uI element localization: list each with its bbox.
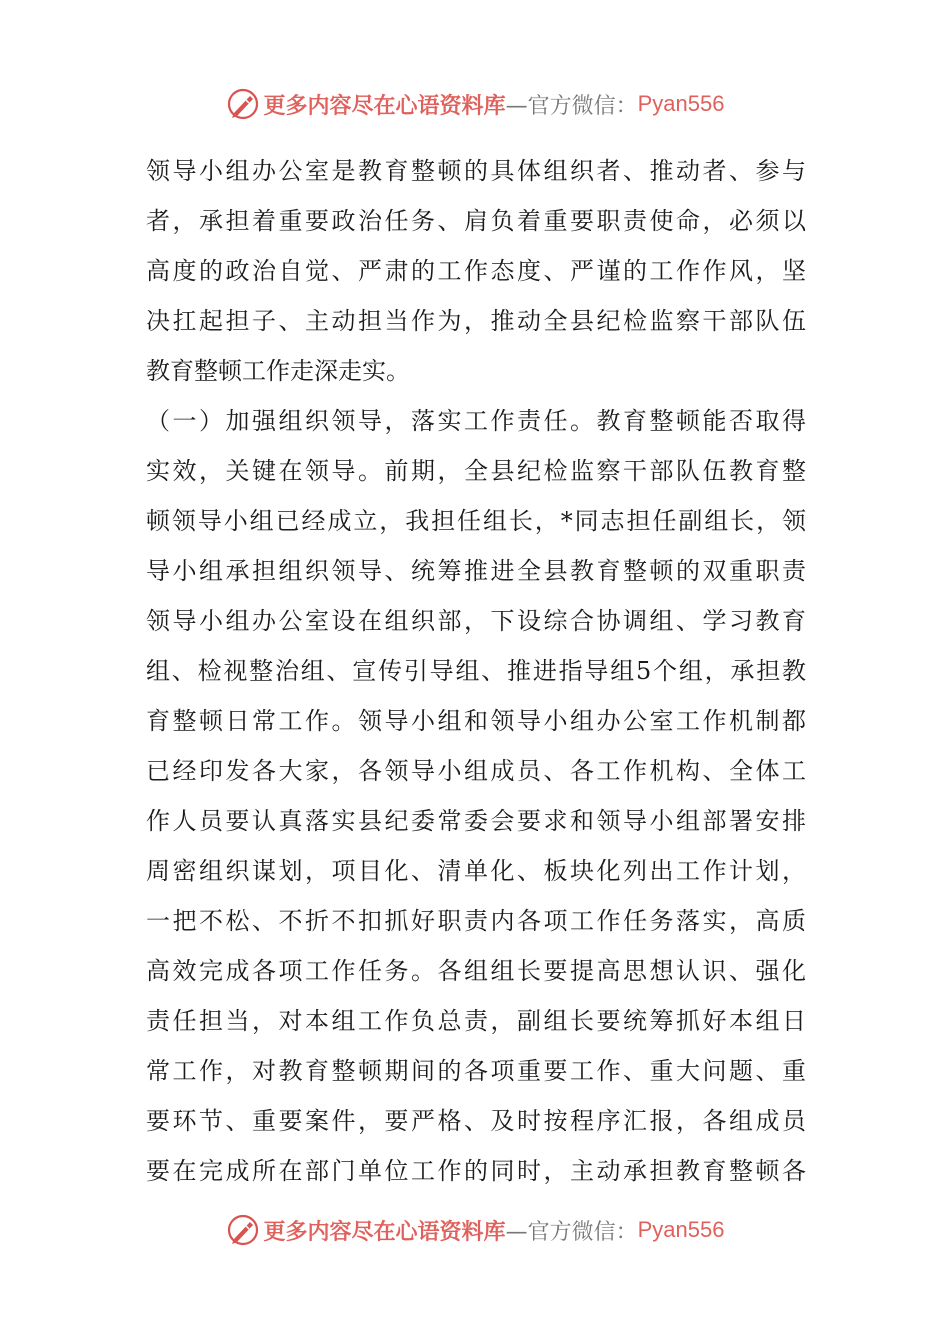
text-line: 高度的政治自觉、严肃的工作态度、严谨的工作作风，坚	[146, 257, 806, 285]
text-line: 育整顿日常工作。领导小组和领导小组办公室工作机制都	[146, 707, 806, 735]
watermark-separator: —官方微信：	[505, 93, 638, 119]
header-watermark	[0, 84, 950, 124]
text-line: 要在完成所在部门单位工作的同时，主动承担教育整顿各	[146, 1157, 806, 1185]
text-line: 常工作，对教育整顿期间的各项重要工作、重大问题、重	[146, 1057, 806, 1085]
text-line: 周密组织谋划，项目化、清单化、板块化列出工作计划，	[146, 857, 806, 885]
watermark-title: 更多内容尽在心语资料库	[263, 1218, 506, 1245]
text-line: 决扛起担子、主动担当作为，推动全县纪检监察干部队伍	[146, 307, 806, 335]
watermark-wechat-id: Pyan556	[637, 91, 725, 116]
text-line: 领导小组办公室是教育整顿的具体组织者、推动者、参与	[146, 157, 806, 185]
text-line: 领导小组办公室设在组织部，下设综合协调组、学习教育	[146, 607, 806, 635]
text-line: 教育整顿工作走深走实。	[146, 357, 410, 385]
footer-watermark	[0, 1210, 950, 1250]
watermark-wechat-id: Pyan556	[637, 1217, 725, 1242]
pen-logo-icon	[226, 87, 260, 121]
text-line: 实效，关键在领导。前期，全县纪检监察干部队伍教育整	[146, 457, 806, 485]
text-line: 高效完成各项工作任务。各组组长要提高思想认识、强化	[146, 957, 806, 985]
text-line: 顿领导小组已经成立，我担任组长，*同志担任副组长，领	[146, 507, 806, 535]
text-line: 作人员要认真落实县纪委常委会要求和领导小组部署安排	[146, 807, 806, 835]
text-line: 要环节、重要案件，要严格、及时按程序汇报，各组成员	[146, 1107, 806, 1135]
watermark-title: 更多内容尽在心语资料库	[263, 92, 506, 119]
text-line: 者，承担着重要政治任务、肩负着重要职责使命，必须以	[146, 207, 806, 235]
text-line: 组、检视整治组、宣传引导组、推进指导组5个组，承担教	[146, 657, 806, 685]
text-line: （一）加强组织领导，落实工作责任。教育整顿能否取得	[146, 407, 806, 435]
watermark-separator: —官方微信：	[505, 1219, 638, 1245]
text-line: 一把不松、不折不扣抓好职责内各项工作任务落实，高质	[146, 907, 806, 935]
text-line: 导小组承担组织领导、统筹推进全县教育整顿的双重职责	[146, 557, 806, 585]
text-line: 已经印发各大家，各领导小组成员、各工作机构、全体工	[146, 757, 806, 785]
pen-logo-icon	[226, 1213, 260, 1247]
text-line: 责任担当，对本组工作负总责，副组长要统筹抓好本组日	[146, 1007, 806, 1035]
